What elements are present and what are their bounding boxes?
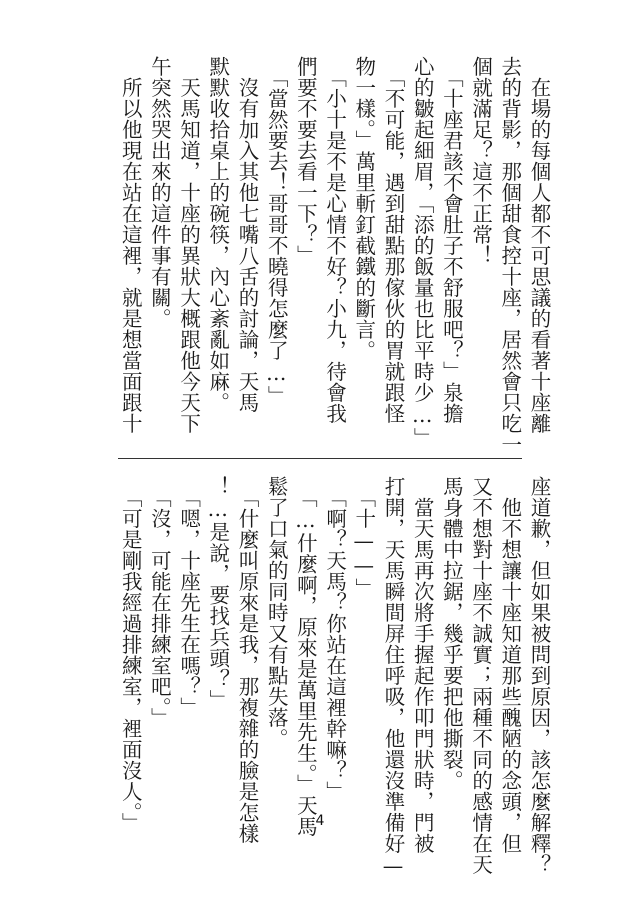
top-text-column: 所以他現在站在這裡，就是想當面跟十 xyxy=(118,56,143,434)
bottom-text-column: 「十——」 xyxy=(351,476,376,599)
top-text-column: 「小十是不是心情不好？小九，待會我 xyxy=(322,56,347,424)
top-text-column: 天馬知道，十座的異狀大概跟他今天下 xyxy=(176,56,201,434)
bottom-text-column: 「可是剛我經過排練室，裡面沒人。」 xyxy=(118,476,143,834)
top-text-column: 默默收拾桌上的碗筷，內心紊亂如麻。 xyxy=(205,56,230,413)
bottom-text-column: 座道歉，但如果被問到原因，該怎麼解釋？ xyxy=(527,476,551,875)
bottom-text-column: 又不想對十座不誠實；兩種不同的感情在天 xyxy=(468,476,493,875)
top-text-column: 午突然哭出來的這件事有關。 xyxy=(147,56,172,329)
top-text-column: 物一樣。」萬里斬釘截鐵的斷言。 xyxy=(351,56,376,361)
top-text-column: 心的皺起細眉，「添的飯量也比平時少…」 xyxy=(410,56,435,449)
bottom-text-column: 「什麼叫原來是我，那複雜的臉是怎樣 xyxy=(235,476,259,844)
bottom-text-column: 他不想讓十座知道那些醜陋的念頭，但 xyxy=(497,476,522,854)
bottom-text-column: 「啊？天馬？你站在這裡幹嘛？」 xyxy=(322,476,347,802)
bottom-text-column: 打開，天馬瞬間屏住呼吸，他還沒準備好— xyxy=(381,476,405,879)
bottom-text-column: 鬆了口氣的同時又有點失落。 xyxy=(264,476,289,749)
bottom-text-column: 「沒，可能在排練室吧。」 xyxy=(147,476,172,729)
top-text-column: 在場的每個人都不可思議的看著十座離 xyxy=(527,56,551,434)
page-number: 4 xyxy=(315,813,325,829)
top-text-column: 個就滿足？這不正常！ xyxy=(468,56,493,266)
section-divider xyxy=(118,458,522,459)
top-text-column: 「不可能，遇到甜點那傢伙的胃就跟怪 xyxy=(381,56,405,424)
top-text-column: 沒有加入其他七嘴八舌的討論，天馬 xyxy=(235,56,259,413)
top-text-column: 們要不要去看一下？」 xyxy=(293,56,318,266)
bottom-text-column: 「嗯，十座先生在嗎？」 xyxy=(176,476,201,718)
bottom-text-column: 「…什麼啊，原來是萬里先生。」天馬 xyxy=(293,476,318,837)
bottom-text-column: ！…是說，要找兵頭？」 xyxy=(205,476,230,711)
bottom-text-column: 當天馬再次將手握起作叩門狀時，門被 xyxy=(410,476,435,854)
top-text-column: 去的背影，那個甜食控十座，居然會只吃一 xyxy=(497,56,522,455)
top-text-column: 「當然要去！哥哥不曉得怎麼了…」 xyxy=(264,56,289,407)
bottom-text-column: 馬身體中拉鋸，幾乎要把他撕裂。 xyxy=(439,476,464,791)
top-text-column: 「十座君該不會肚子不舒服吧？」泉擔 xyxy=(439,56,464,424)
